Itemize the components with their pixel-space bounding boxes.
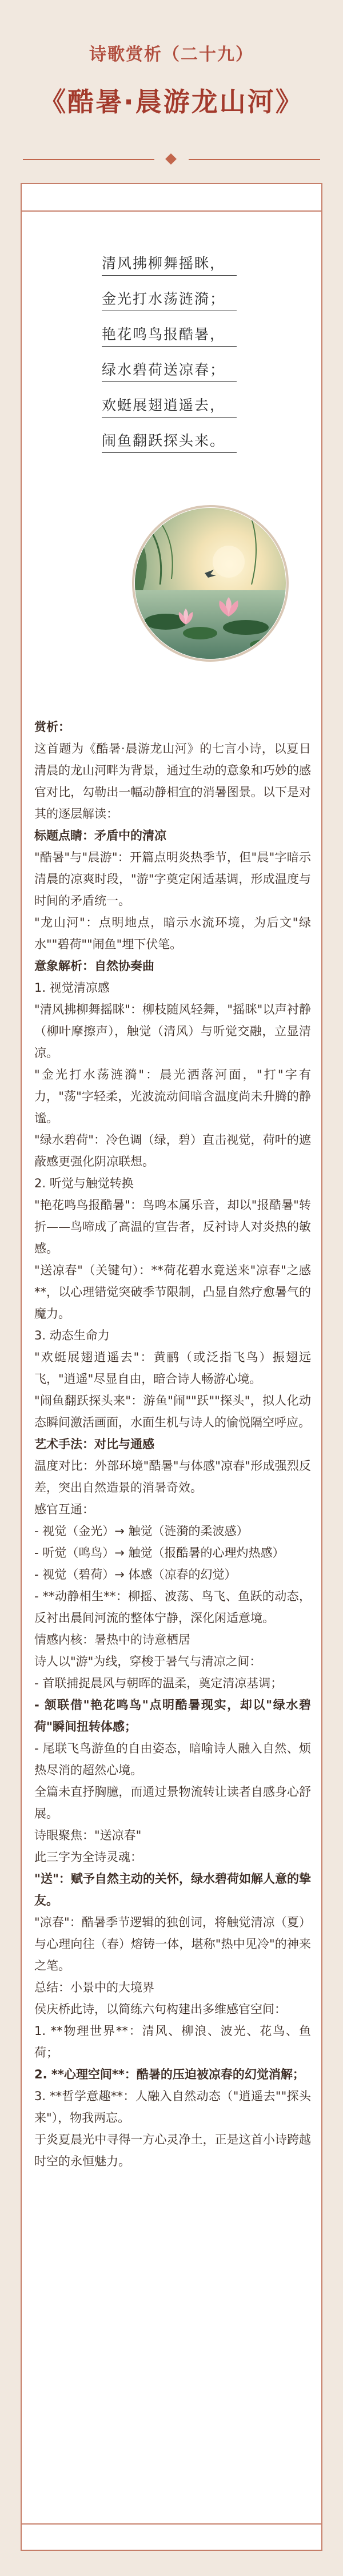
poem-line-text: 欢蜓展翅逍遥去，: [102, 397, 226, 414]
analysis-paragraph: 侯庆桥此诗，以简练六句构建出多维感官空间：: [34, 2002, 286, 2016]
poem-line: [102, 283, 273, 318]
analysis-paragraph: 总结：小景中的大境界: [34, 1981, 154, 1994]
analysis-paragraph: 1. **物理世界**：清风、柳浪、波光、花鸟、鱼荷；: [34, 2024, 311, 2060]
series-subtitle: 诗歌赏析（二十九）: [89, 45, 254, 65]
analysis-paragraph: - 尾联飞鸟游鱼的自由姿态，暗喻诗人融入自然、烦热尽消的超然心境。: [34, 1742, 311, 1777]
lotus-pond-sunrise-image: [131, 504, 289, 662]
poem-line: [102, 353, 273, 389]
poem-line: [102, 389, 273, 424]
analysis-paragraph: - **动静相生**：柳摇、波荡、鸟飞、鱼跃的动态，反衬出晨间河流的整体宁静，深化闲适意境。: [34, 1589, 311, 1625]
page-header: [0, 0, 343, 183]
analysis-heading: "送"：赋予自然主动的关怀，绿水碧荷如解人意的挚友。: [34, 1872, 311, 1907]
poem-line: [102, 424, 273, 460]
analysis-paragraph: 2. 听觉与触觉转换: [34, 1176, 134, 1190]
analysis-paragraph: 温度对比：外部环境"酷暑"与体感"凉春"形成强烈反差，突出自然造景的消暑奇效。: [34, 1459, 311, 1494]
title-divider: [23, 154, 320, 165]
analysis-heading: - 颔联借"艳花鸣鸟"点明酷暑现实，却以"绿水碧荷"瞬间扭转体感；: [34, 1698, 311, 1734]
analysis-paragraph: 诗眼聚焦："送凉春": [34, 1828, 142, 1842]
analysis-paragraph: 情感内核：暑热中的诗意栖居: [34, 1633, 190, 1647]
poem-title: 《酷暑·晨游龙山河》: [39, 86, 304, 117]
analysis-paragraph: 3. 动态生命力: [34, 1329, 110, 1342]
analysis-paragraph: "欢蜓展翅逍遥去"：黄鹂（或泛指飞鸟）振翅远飞，"逍遥"尽显自由，暗合诗人畅游心境。: [34, 1350, 311, 1386]
analysis-heading: 标题点睛：矛盾中的清凉: [34, 829, 166, 842]
content-card: [21, 183, 322, 2551]
analysis-paragraph: "龙山河"：点明地点，暗示水流环境，为后文"绿水""碧荷""闹鱼"埋下伏笔。: [34, 916, 311, 951]
analysis-paragraph: 1. 视觉清凉感: [34, 981, 110, 995]
analysis-paragraph: "凉春"：酷暑季节逻辑的独创词，将触觉清凉（夏）与心理向往（春）熔铸一体，堪称"热中见冷"的神来之笔。: [34, 1915, 311, 1973]
card-bottom-rule: [22, 2523, 321, 2525]
analysis-paragraph: "艳花鸣鸟报酷暑"：鸟鸣本属乐音，却以"报酷暑"转折——鸟啼成了高温的宣告者，反衬诗人对炎热的敏感。: [34, 1198, 311, 1255]
analysis-paragraph: - 首联捕捉晨风与朝晖的温柔，奠定清凉基调；: [34, 1676, 283, 1690]
poem-line-text: 闹鱼翻跃探头来。: [102, 432, 226, 449]
card-top-rule: [22, 210, 321, 212]
analysis-paragraph: "闹鱼翻跃探头来"：游鱼"闹""跃""探头"，拟人化动态瞬间激活画面，水面生机与诗人的愉悦隔空呼应。: [34, 1394, 311, 1429]
poem-body: [102, 247, 273, 460]
divider-diamond-icon: [165, 153, 177, 165]
poem-line-text: 绿水碧荷送凉春；: [102, 361, 226, 378]
poem-line: [102, 318, 273, 353]
lotus-pond-illustration: [131, 504, 289, 662]
analysis-paragraph: "绿水碧荷"：冷色调（绿，碧）直击视觉，荷叶的遮蔽感更强化阴凉联想。: [34, 1133, 311, 1168]
analysis-paragraph: 于炎夏晨光中寻得一方心灵净土，正是这首小诗跨越时空的永恒魅力。: [34, 2133, 311, 2168]
analysis-section: [22, 716, 324, 2172]
analysis-paragraph: "金光打水荡涟漪"：晨光洒落河面，"打"字有力，"荡"字轻柔，光波流动间暗含温度尚未升腾的静谧。: [34, 1068, 311, 1125]
analysis-heading: 意象解析：自然协奏曲: [34, 959, 154, 973]
divider-line-left: [23, 159, 154, 160]
analysis-paragraph: 全篇未直抒胸臆，而通过景物流转让读者自感身心舒展。: [34, 1785, 311, 1820]
analysis-paragraph: 这首题为《酷暑·晨游龙山河》的七言小诗，以夏日清晨的龙山河畔为背景，通过生动的意象和巧妙的感官对比，勾勒出一幅动静相宜的消暑图景。以下是对其的逐层解读：: [34, 742, 311, 821]
analysis-paragraph: 3. **哲学意趣**：人融入自然动态（"逍遥去""探头来"），物我两忘。: [34, 2089, 311, 2125]
poem-line-text: 金光打水荡涟漪；: [102, 291, 226, 307]
divider-line-right: [189, 159, 320, 160]
analysis-paragraph: "清风拂柳舞摇眯"：柳枝随风轻舞，"摇眯"以声衬静（柳叶摩擦声），触觉（清风）与听觉交融，立显清凉。: [34, 1003, 311, 1060]
analysis-paragraph: "送凉春"（关键句）：**荷花碧水竟送来"凉春"之感**，以心理错觉突破季节限制，凸显自然疗愈暑气的魔力。: [34, 1263, 311, 1321]
analysis-heading: 艺术手法：对比与通感: [34, 1437, 154, 1451]
analysis-heading: 赏析：: [34, 720, 70, 734]
analysis-paragraph: - 视觉（金光）→ 触觉（涟漪的柔波感）: [34, 1524, 249, 1538]
analysis-paragraph: - 视觉（碧荷）→ 体感（凉春的幻觉）: [34, 1568, 237, 1581]
analysis-heading: 2. **心理空间**：酷暑的压迫被凉春的幻觉消解；: [34, 2068, 305, 2081]
analysis-paragraph: 诗人以"游"为线，穿梭于暑气与清凉之间：: [34, 1655, 262, 1668]
poem-line-text: 艳花鸣鸟报酷暑，: [102, 326, 226, 343]
analysis-paragraph: "酷暑"与"晨游"：开篇点明炎热季节，但"晨"字暗示清晨的凉爽时段，"游"字奠定闲适基调，形成温度与时间的矛盾统一。: [34, 850, 311, 908]
analysis-paragraph: 感官互通：: [34, 1502, 94, 1516]
analysis-paragraph: - 听觉（鸣鸟）→ 触觉（报酷暑的心理灼热感）: [34, 1546, 285, 1560]
poem-line: [102, 247, 273, 283]
analysis-paragraph: 此三字为全诗灵魂：: [34, 1850, 142, 1864]
poem-line-text: 清风拂柳舞摇眯，: [102, 255, 226, 272]
